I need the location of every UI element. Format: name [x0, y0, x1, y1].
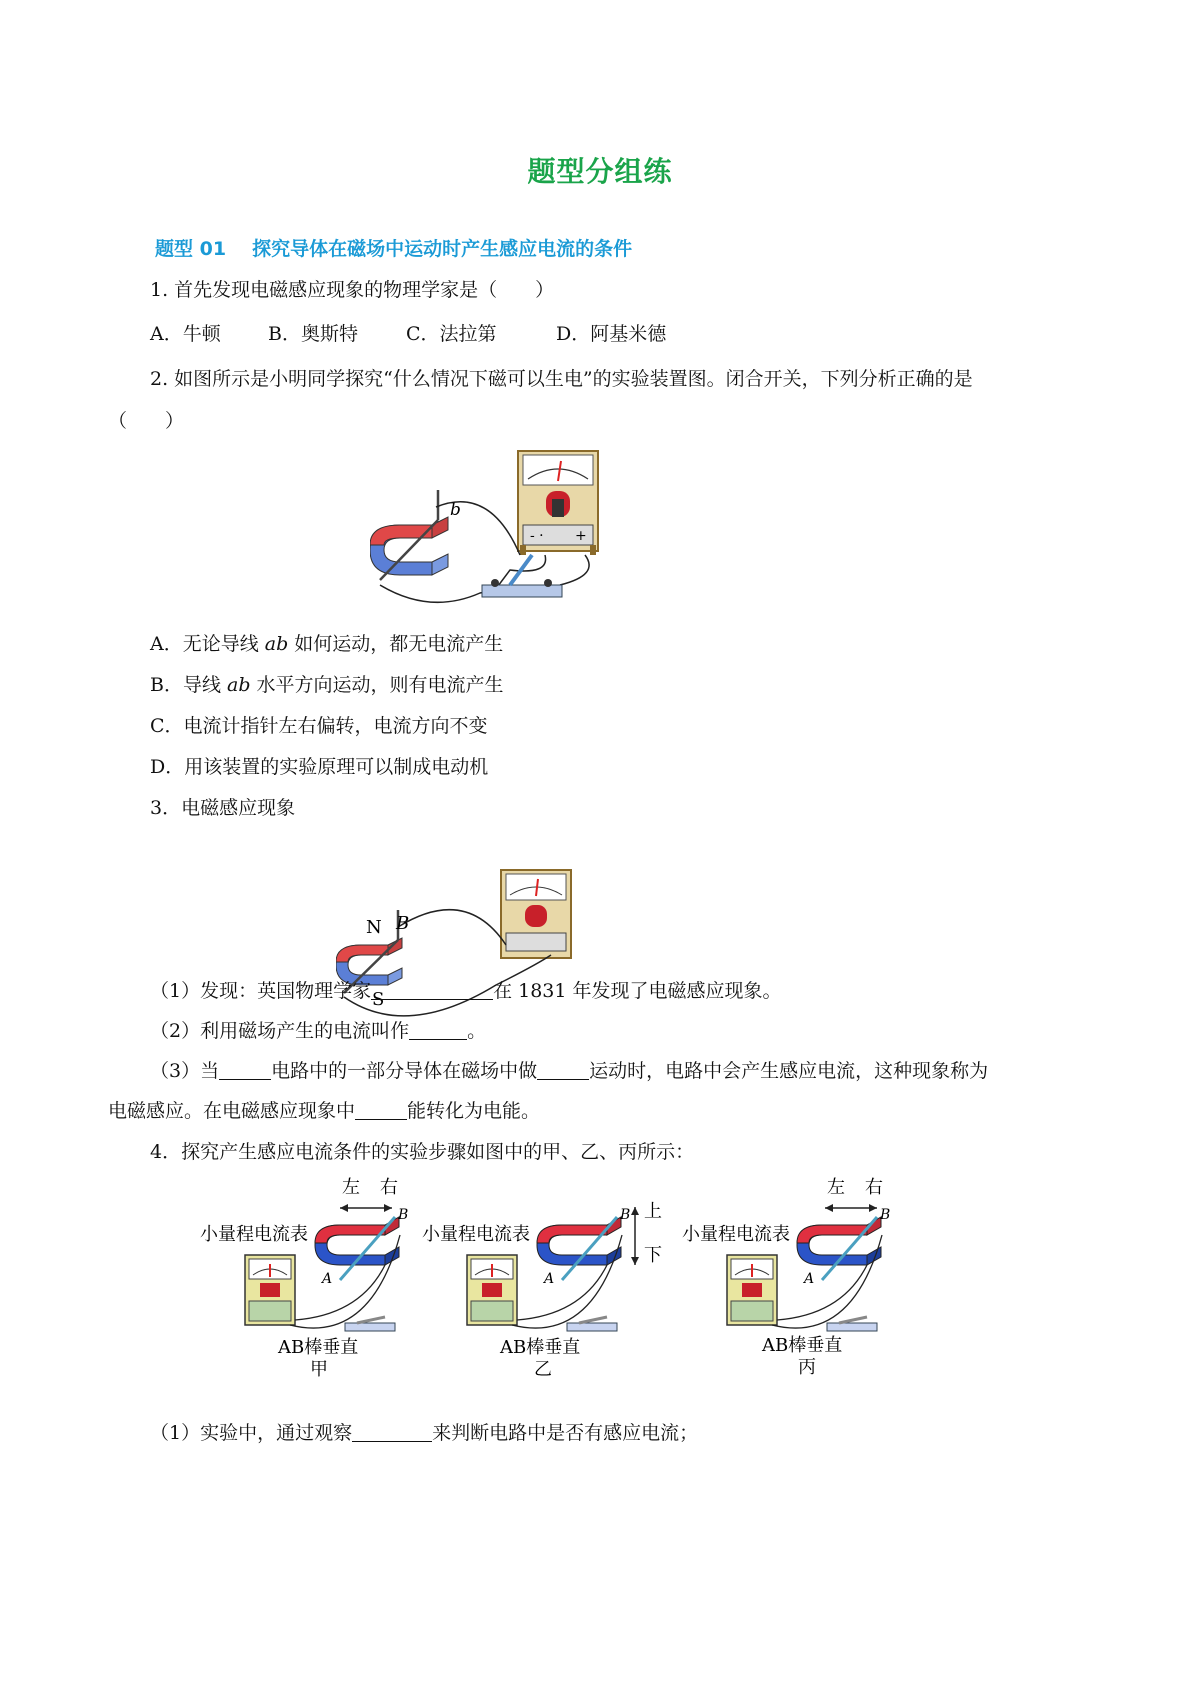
svg-text:B: B	[398, 1207, 409, 1223]
label-B: B	[396, 913, 410, 934]
switch-icon	[482, 555, 562, 597]
galvanometer-icon	[518, 451, 598, 555]
q1-options	[150, 321, 666, 347]
caption-yi: 乙	[534, 1359, 552, 1380]
label-left: 左	[342, 1177, 360, 1198]
q4-sub1: （1）实验中，通过观察 来判断电路中是否有感应电流；	[150, 1422, 699, 1444]
svg-text:B: B	[880, 1207, 891, 1223]
panel-jia	[200, 1177, 408, 1380]
blank[interactable]	[537, 1059, 589, 1080]
galvanometer-icon	[501, 870, 571, 958]
q4-stem: 4．探究产生感应电流条件的实验步骤如图中的甲、乙、丙所示：	[150, 1141, 695, 1163]
bar-label: AB棒垂直	[762, 1335, 843, 1356]
q1-stem: 1. 首先发现电磁感应现象的物理学家是（ ）	[150, 279, 555, 301]
q2-apparatus-figure	[370, 445, 610, 650]
section-title: 探究导体在磁场中运动时产生感应电流的条件	[252, 238, 633, 260]
svg-text:+: +	[575, 528, 587, 544]
q2-option-b: B．导线 ab 水平方向运动，则有电流产生	[150, 674, 504, 696]
blank[interactable]	[371, 979, 493, 1000]
page-title: 题型分组练	[527, 155, 673, 188]
svg-text:A: A	[804, 1271, 815, 1287]
bar-label: AB棒垂直	[278, 1337, 359, 1358]
q1-option-c: C．法拉第	[406, 323, 497, 345]
label-down: 下	[644, 1245, 662, 1266]
q4-figures	[200, 1175, 960, 1410]
section-number: 题型 01	[155, 238, 227, 260]
q1-option-b: B．奥斯特	[268, 323, 358, 345]
q2-stem: 2. 如图所示是小明同学探究“什么情况下磁可以生电”的实验装置图。闭合开关，下列分析正确的是	[150, 368, 973, 390]
caption-bing: 丙	[798, 1357, 816, 1378]
q3-part2: （2）利用磁场产生的电流叫作 。	[150, 1020, 487, 1042]
panel-bing	[682, 1177, 890, 1378]
q2-option-d: D．用该装置的实验原理可以制成电动机	[150, 756, 489, 778]
label-b: b	[450, 500, 461, 520]
q2-option-a: A．无论导线 ab 如何运动，都无电流产生	[150, 633, 504, 655]
meter-label: 小量程电流表	[422, 1224, 530, 1245]
svg-text:A: A	[322, 1271, 333, 1287]
q2-paren: （ ）	[108, 410, 185, 432]
svg-text:B: B	[620, 1207, 631, 1223]
blank[interactable]	[409, 1019, 467, 1040]
q1-option-a: A．牛顿	[150, 323, 221, 345]
blank[interactable]	[219, 1059, 271, 1080]
q3-part3: （3）当 电路中的一部分导体在磁场中做 运动时，电路中会产生感应电流，这种现象称为	[150, 1060, 989, 1082]
svg-text:左: 左	[827, 1177, 845, 1198]
bar-label: AB棒垂直	[500, 1337, 581, 1358]
panel-yi	[422, 1201, 662, 1380]
q1-option-d: D．阿基米德	[556, 323, 667, 345]
svg-text:右: 右	[865, 1177, 883, 1198]
label-up: 上	[644, 1201, 662, 1222]
meter-label: 小量程电流表	[200, 1224, 308, 1245]
q3-part3-cont: 电磁感应。在电磁感应现象中 能转化为电能。	[108, 1100, 541, 1122]
blank[interactable]	[352, 1421, 432, 1442]
svg-text:A: A	[544, 1271, 555, 1287]
meter-label: 小量程电流表	[682, 1224, 790, 1245]
q3-part1: （1）发现：英国物理学家 在 1831 年发现了电磁感应现象。	[150, 980, 782, 1002]
q3-stem: 3．电磁感应现象	[150, 797, 296, 819]
section-heading	[155, 234, 632, 261]
blank[interactable]	[355, 1099, 407, 1120]
label-right: 右	[380, 1177, 398, 1198]
label-N: N	[366, 917, 382, 938]
label-S: S	[372, 989, 385, 1010]
svg-text:- ·: - ·	[530, 528, 544, 544]
q2-option-c: C．电流计指针左右偏转，电流方向不变	[150, 715, 488, 737]
caption-jia: 甲	[310, 1359, 328, 1380]
horseshoe-magnet-icon	[370, 517, 448, 575]
